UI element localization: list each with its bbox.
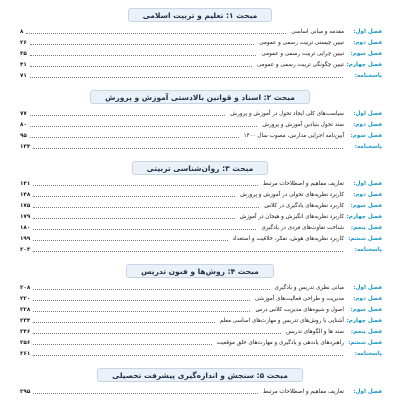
chapter-label: فصل سوم:	[350, 202, 382, 209]
chapter-label: فصل پنجم:	[350, 328, 382, 335]
page-number: ۹۵	[20, 132, 27, 139]
toc-row	[20, 211, 382, 222]
toc-row	[20, 48, 382, 59]
page-number: ۸۰	[20, 121, 27, 128]
dot-leader	[33, 344, 211, 345]
section-header	[0, 368, 400, 382]
chapter-title: کاربرد نظریه‌های یادگیری در کلاس	[264, 202, 344, 209]
section-title: مبحث ۴: روش‌ها و فنون تدریس	[126, 264, 274, 278]
page-number: ۲۰۳	[20, 246, 31, 253]
chapter-label: فصل اول:	[353, 180, 382, 187]
toc-row	[20, 59, 382, 70]
toc-row-answers	[20, 141, 382, 152]
dot-leader	[33, 300, 250, 301]
dot-leader	[30, 115, 225, 116]
chapter-title: شناخت تفاوت‌های فردی در یادگیری	[261, 224, 344, 231]
chapter-label: فصل پنجم:	[350, 224, 382, 231]
chapter-title: تعاریف مفاهیم و اصطلاحات مرتبط	[262, 180, 344, 187]
toc-row-answers	[20, 348, 382, 359]
chapter-title: تبیین چرایی تربیت رسمی و عمومی	[261, 50, 344, 57]
chapter-title: آیین‌نامه اجرایی مدارس، مصوب سال ۱۴۰۰	[243, 132, 344, 139]
dot-leader	[33, 229, 256, 230]
dot-leader	[30, 137, 239, 138]
toc-row-answers	[20, 244, 382, 255]
page-number: ۱۸۰	[20, 224, 31, 231]
dot-leader	[33, 148, 343, 149]
dot-leader	[30, 44, 254, 45]
chapter-title: اصول و شیوه‌های مدیریت کلاس درس	[255, 306, 344, 313]
chapter-label: فصل اول:	[353, 110, 382, 117]
dot-leader	[33, 185, 258, 186]
page-number: ۷۷	[20, 110, 27, 117]
chapter-label: فصل دوم:	[353, 295, 382, 302]
answers-label: پاسخنامه:	[354, 143, 382, 150]
chapter-title: سند تحول بنیادین آموزش و پرورش	[262, 121, 344, 128]
page-number: ۲۳۴	[20, 317, 31, 324]
dot-leader	[33, 196, 235, 197]
chapter-title: کاربرد نظریه‌های هوش، تفکر، خلاقیت و استعداد	[232, 235, 344, 242]
toc-row	[20, 304, 382, 315]
toc-row	[20, 282, 382, 293]
chapter-title: سند ها و الگوهای تدریس	[286, 328, 344, 335]
dot-leader	[30, 77, 343, 78]
dot-leader	[33, 240, 227, 241]
dot-leader	[33, 311, 250, 312]
dot-leader	[33, 333, 281, 334]
toc-row	[20, 37, 382, 48]
dot-leader	[33, 322, 214, 323]
section-title: مبحث ۳: روان‌شناسی تربیتی	[132, 161, 269, 175]
toc-row	[20, 26, 382, 37]
toc-row	[20, 315, 382, 326]
chapter-label: فصل اول:	[353, 284, 382, 291]
chapter-title: مقدمه و مبانی اساسی	[291, 28, 344, 35]
toc-row	[20, 293, 382, 304]
chapter-label: فصل سوم:	[350, 306, 382, 313]
chapter-label: فصل اول:	[353, 388, 382, 395]
dot-leader	[33, 218, 234, 219]
toc-row	[20, 233, 382, 244]
chapter-label: فصل چهارم:	[346, 317, 382, 324]
page-number: ۲۲۰	[20, 295, 31, 302]
section-header	[0, 90, 400, 104]
page-number: ۲۹۵	[20, 388, 31, 395]
page-number: ۲۵۶	[20, 339, 31, 346]
chapter-label: فصل ششم:	[348, 339, 382, 346]
toc-row	[20, 130, 382, 141]
page-number: ۷۱	[20, 72, 27, 79]
chapter-label: فصل دوم:	[353, 39, 382, 46]
dot-leader	[33, 355, 343, 356]
page-number: ۲۲۸	[20, 306, 31, 313]
chapter-label: فصل سوم:	[350, 132, 382, 139]
toc-row	[20, 189, 382, 200]
chapter-title: آشنایی با روش‌های تدریس و مهارت‌های اساسی معلم	[219, 317, 344, 324]
page-number: ۴۱	[20, 61, 27, 68]
toc-row	[20, 386, 382, 397]
dot-leader	[26, 33, 286, 34]
page-number: ۲۰۸	[20, 284, 31, 291]
chapter-label: فصل چهارم:	[346, 61, 382, 68]
answers-label: پاسخنامه:	[354, 350, 382, 357]
page-number: ۱۷۵	[20, 202, 31, 209]
chapter-title: مدیریت و طراحی فعالیت‌های آموزشی	[254, 295, 344, 302]
toc-row	[20, 326, 382, 337]
dot-leader	[33, 393, 258, 394]
page-number: ۱۴۸	[20, 191, 31, 198]
dot-leader	[33, 251, 343, 252]
chapter-title: سیاست‌های کلی ایجاد تحول در آموزش و پرورش	[230, 110, 344, 117]
toc-row-answers	[20, 70, 382, 81]
chapter-label: فصل دوم:	[353, 121, 382, 128]
dot-leader	[33, 289, 269, 290]
section-header	[0, 161, 400, 175]
page-number: ۳۵	[20, 50, 27, 57]
toc-row	[20, 178, 382, 189]
answers-label: پاسخنامه:	[354, 72, 382, 79]
section-header	[0, 264, 400, 278]
chapter-label: فصل ششم:	[348, 235, 382, 242]
toc-row	[20, 200, 382, 211]
chapter-label: فصل سوم:	[350, 50, 382, 57]
dot-leader	[33, 207, 259, 208]
answers-label: پاسخنامه:	[354, 246, 382, 253]
chapter-title: کاربرد نظریه‌های تحولی در آموزش و پرورش	[240, 191, 344, 198]
chapter-label: فصل اول:	[353, 28, 382, 35]
section-title: مبحث ۱: تعلیم و تربیت اسلامی	[128, 8, 273, 22]
chapter-label: فصل چهارم:	[346, 213, 382, 220]
chapter-label: فصل دوم:	[353, 191, 382, 198]
chapter-title: تبیین چیستی تربیت رسمی و عمومی	[259, 39, 344, 46]
page-number: ۸	[20, 28, 24, 35]
page-number: ۱۹۹	[20, 235, 31, 242]
page-number: ۱۳۴	[20, 143, 31, 150]
toc-row	[20, 119, 382, 130]
chapter-title: کاربرد نظریه‌های انگیزش و هیجان در آموزش	[239, 213, 344, 220]
dot-leader	[30, 126, 257, 127]
chapter-title: راهبردهای یاددهی و یادگیری و مهارت‌های خلق موقعیت	[216, 339, 344, 346]
chapter-title: تبیین چگونگی تربیت رسمی و عمومی	[256, 61, 344, 68]
page-number: ۲۴۶	[20, 328, 31, 335]
chapter-title: تعاریف مفاهیم و اصطلاحات مرتبط	[262, 388, 344, 395]
page-number: ۱۷۹	[20, 213, 31, 220]
section-title: مبحث ۵: سنجش و اندازه‌گیری پیشرفت تحصیلی	[97, 368, 303, 382]
dot-leader	[30, 55, 257, 56]
page-number: ۲۶۱	[20, 350, 31, 357]
page-number: ۱۴۱	[20, 180, 31, 187]
toc-row	[20, 337, 382, 348]
section-header	[0, 8, 400, 22]
toc-row	[20, 108, 382, 119]
section-title: مبحث ۲: اسناد و قوانین بالادستی آموزش و پرورش	[90, 90, 310, 104]
page-number: ۲۶	[20, 39, 27, 46]
toc-row	[20, 222, 382, 233]
chapter-title: مبانی نظری تدریس و یادگیری	[274, 284, 344, 291]
dot-leader	[30, 66, 252, 67]
